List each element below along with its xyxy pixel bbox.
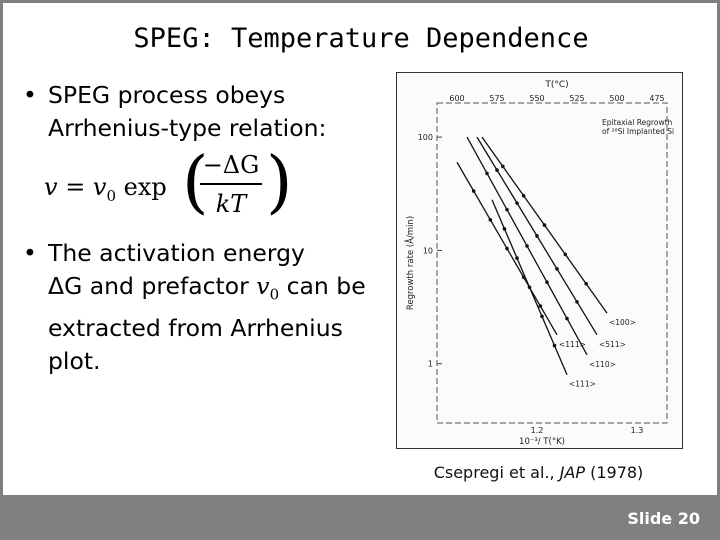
data-point [505,247,509,251]
arrhenius-plot-figure [396,72,683,449]
data-point [505,208,509,212]
slide-title: SPEG: Temperature Dependence [133,23,589,54]
arrhenius-chart [397,73,682,448]
fraction-bar [200,183,262,185]
arrhenius-equation [44,143,381,227]
data-point [565,317,569,321]
equation-denominator: kT [215,190,247,218]
data-point [553,344,557,348]
x-axis-label: 10⁻³/ T(°K) [519,437,565,447]
top-tick-label: 600 [449,94,465,103]
data-point [501,165,505,169]
x-tick-label: 1.3 [630,426,644,435]
slide-canvas [3,3,717,495]
series-label: <100> [609,318,636,328]
data-point [584,282,588,286]
equation-fraction [200,149,262,221]
top-axis-label: T(°C) [545,80,569,90]
figure-caption: Csepregi et al., JAP (1978) [433,463,644,482]
top-tick-label: 475 [649,94,665,103]
data-point [515,256,519,260]
y-tick-label: 100 [417,133,433,143]
data-point [564,253,568,257]
equation-lhs: $v = v_0$ exp [44,173,167,205]
data-point [503,227,507,231]
series-label: <111> [559,339,586,349]
data-point [472,189,476,193]
top-tick-label: 500 [609,94,625,103]
plot-frame [437,103,667,423]
data-point [545,280,549,284]
data-point [515,201,519,205]
bullet-text: ΔG and prefactor [48,272,249,300]
x-tick-label: 1.2 [530,426,544,435]
paren-right: ) [266,143,293,222]
equation-numerator: −ΔG [202,151,260,179]
bullet-item [21,79,381,145]
bullet-marker: • [23,81,37,109]
data-point [485,172,489,176]
y-tick-label: 10 [422,246,433,256]
bullet-list [21,79,381,378]
data-point [540,315,544,319]
data-point [525,244,529,248]
top-tick-label: 525 [569,94,585,103]
data-point [575,300,579,304]
slide-number: Slide 20 [627,509,700,528]
top-tick-label: 550 [529,94,545,103]
series-label: <511> [599,339,626,349]
bullet-item [21,237,381,378]
data-point [522,194,526,198]
bullet-var: $v_0$ [256,272,280,304]
data-point [555,267,559,271]
bullet-marker: • [23,239,37,267]
series-label: <110> [589,359,616,369]
top-tick-label: 575 [489,94,505,103]
paren-left: ( [182,143,209,222]
data-point [489,218,493,222]
data-point [528,285,532,289]
y-axis-label: Regrowth rate (Å/min) [406,215,416,311]
data-point [539,304,543,308]
bullet-text: can be extracted from Arrhenius plot. [48,272,366,375]
data-point [495,168,499,172]
data-point [535,234,539,238]
chart-annotation: of ²⁸Si Implanted Si [602,127,675,136]
bullet-text: The activation energy [48,239,305,267]
data-point [543,223,547,227]
y-tick-label: 1 [427,359,433,369]
chart-annotation: Epitaxial Regrowth [602,118,673,127]
bullet-text: SPEG process obeys Arrhenius-type relation: [48,81,327,142]
series-label: <111> [569,379,596,389]
